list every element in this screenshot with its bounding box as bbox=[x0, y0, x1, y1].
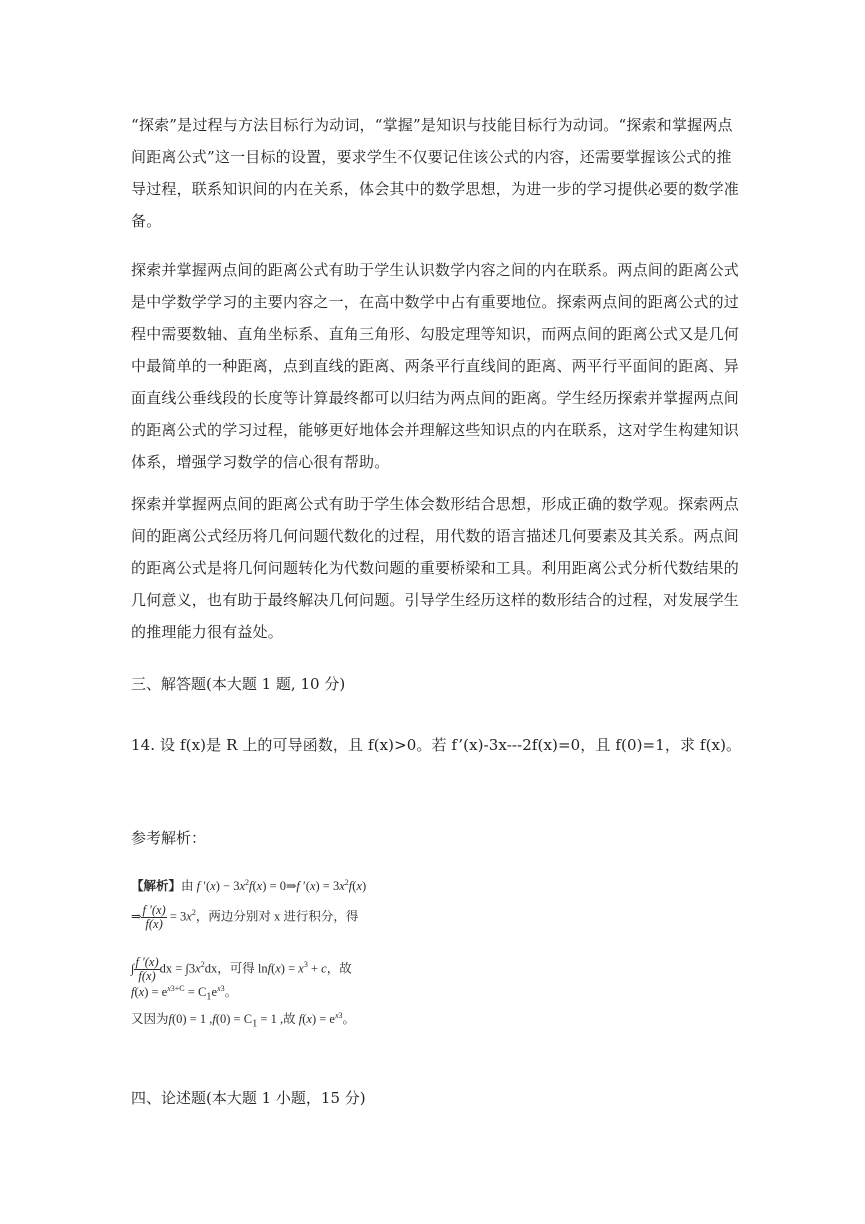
solution-line2-text: ，两边分别对 x 进行积分，得 bbox=[195, 909, 359, 924]
paragraph-2: 探索并掌握两点间的距离公式有助于学生认识数学内容之间的内在联系。两点间的距离公式是中学数学学习的主要内容之一，在高中数学中占有重要地位。探索两点间的距离公式的过程中需要数轴、直角坐标系、直角三角形、勾股定理等知识，而两点间的距离公式又是几何中最简单的一种距离，点到直线的距离、两条平行直线间的距离、两平行平面间的距离、异面直线公垂线段的长度等计算最终都可以归结为两点间的距离。学生经历探索并掌握两点间的距离公式的学习过程，能够更好地体会并理解这些知识点的内在联系，这对学生构建知识体系，增强学习数学的信心很有帮助。 bbox=[131, 261, 740, 471]
paragraph-3: 探索并掌握两点间的距离公式有助于学生体会数形结合思想，形成正确的数学观。探索两点间的距离公式经历将几何问题代数化的过程，用代数的语言描述几何要素及其关系。两点间的距离公式是将几何问题转化为代数问题的重要桥梁和工具。利用距离公式分析代数结果的几何意义，也有助于最终解决几何问题。引导学生经历这样的数形结合的过程，对发展学生的推理能力很有益处。 bbox=[131, 495, 740, 641]
solution-line3-text: ，可得 bbox=[217, 961, 255, 976]
section-4-heading: 四、论述题(本大题 1 小题，15 分) bbox=[131, 1089, 366, 1107]
reference-label: 参考解析： bbox=[131, 829, 207, 847]
solution-line-2: ⇒ $\frac{f '(x)}{f(x)}$ = $3x^2$，两边分别对 x 进行积分，得 bbox=[131, 903, 359, 931]
solution-line3-end: ，故 bbox=[326, 961, 352, 976]
solution-line5-text: 又因为 bbox=[131, 1012, 169, 1026]
solution-line1-text: 由 bbox=[181, 879, 194, 893]
solution-tag: 【解析】 bbox=[131, 879, 182, 893]
solution-line-4: $f(x) = e^{x3+C} = C_1e^{x3}$。 bbox=[131, 983, 238, 1003]
solution-line-5: 又因为f(0) = 1 $,f(0) = C_1 = 1$ ,故 $f(x) = e^{x3}$。 bbox=[131, 1010, 356, 1030]
section-3-heading: 三、解答题(本大题 1 题, 10 分) bbox=[131, 675, 346, 693]
paragraph-1: “探索”是过程与方法目标行为动词，“掌握”是知识与技能目标行为动词。“探索和掌握两点间距离公式”这一目标的设置，要求学生不仅要记住该公式的内容，还需要掌握该公式的推导过程，联系知识间的内在关系，体会其中的数学思想，为进一步的学习提供必要的数学准备。 bbox=[131, 116, 740, 230]
solution-line-3: ∫ $\frac{f '(x)}{f(x)}$ dx = $\int 3x^2dx$，可得 $\ln f(x) = x^3 + c$，故 bbox=[131, 955, 352, 983]
solution-line-1: 【解析】由 f $'(x) - 3x^2f(x)$ = 0⇒f $'(x) = 3x^2f(x)$ bbox=[131, 877, 367, 893]
question-14: 14. 设 f(x)是 R 上的可导函数，且 f(x)>0。若 f’(x)-3x---2f(x)=0，且 f(0)=1，求 f(x)。 bbox=[131, 736, 742, 754]
